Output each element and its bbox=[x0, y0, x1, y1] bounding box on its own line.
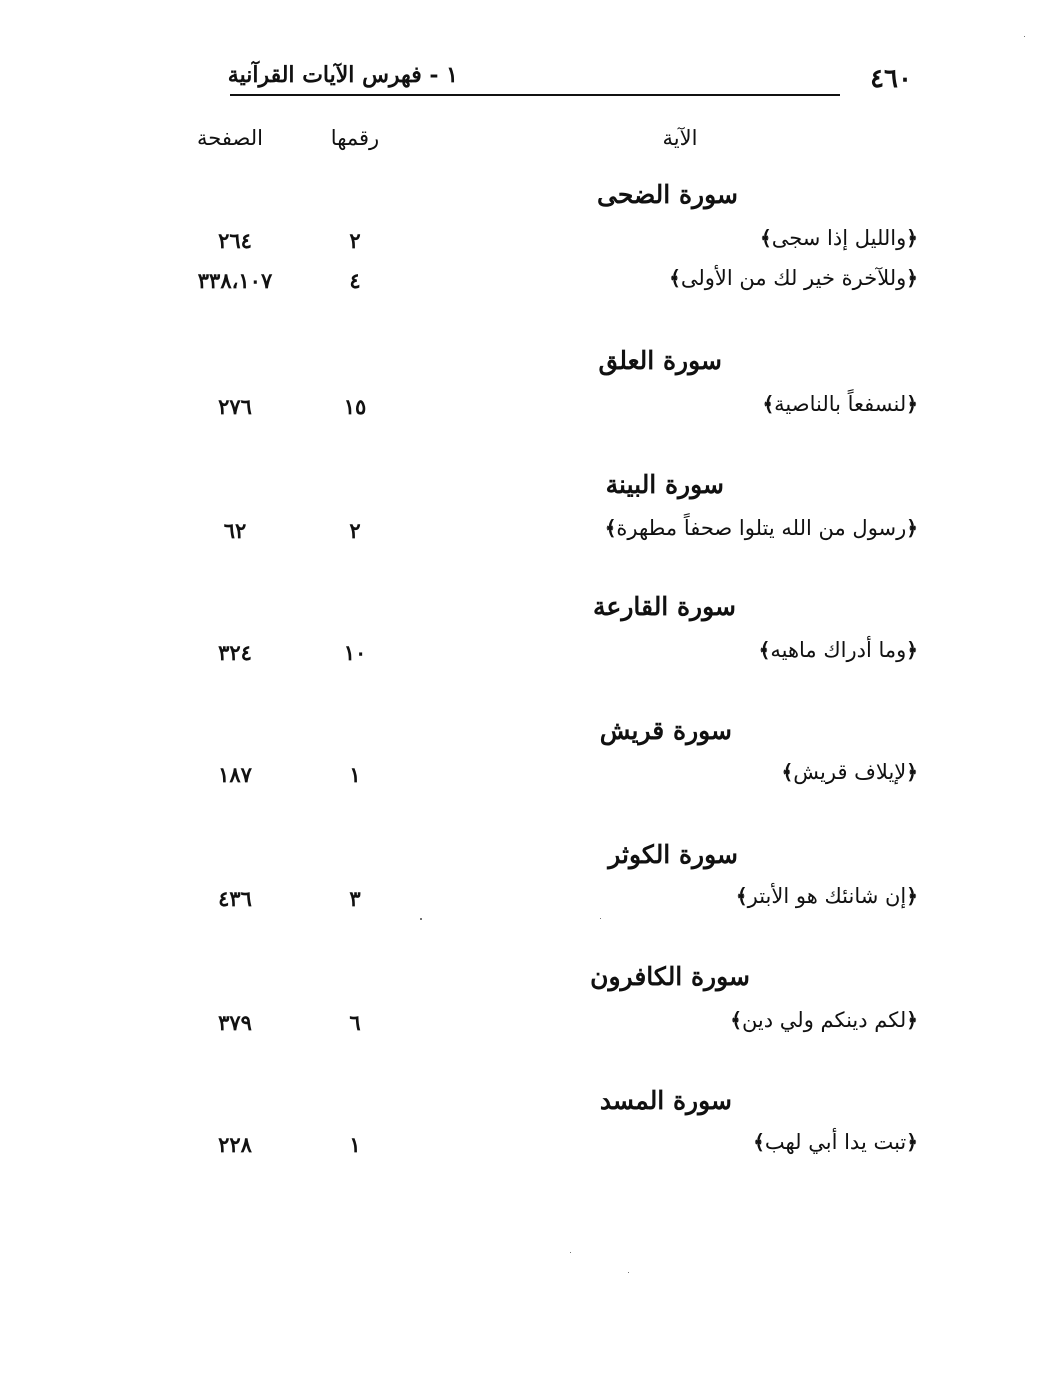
surah-name: سورة الكوثر bbox=[608, 840, 738, 869]
verse-row bbox=[0, 760, 1038, 796]
verse-number: ٦ bbox=[349, 1010, 361, 1035]
verse-words: لكم دينكم ولي دين bbox=[741, 1008, 907, 1032]
close-bracket: ﴾ bbox=[781, 760, 794, 784]
verse-words: تبت يدا أبي لهب bbox=[764, 1130, 907, 1154]
verse-page: ٢٧٦ bbox=[218, 394, 252, 419]
scan-speck bbox=[420, 918, 422, 920]
verse-words: وللآخرة خير لك من الأولى bbox=[680, 266, 907, 290]
open-bracket: ﴿ bbox=[906, 884, 918, 908]
open-bracket: ﴿ bbox=[906, 266, 918, 290]
verse-text bbox=[736, 884, 918, 908]
verse-words: والليل إذا سجى bbox=[771, 226, 907, 250]
running-title: ١ - فهرس الآيات القرآنية bbox=[227, 62, 458, 88]
open-bracket: ﴿ bbox=[906, 760, 918, 784]
verse-number: ١ bbox=[349, 762, 361, 787]
close-bracket: ﴾ bbox=[604, 516, 617, 540]
verse-page: ١٨٧ bbox=[218, 762, 252, 787]
verse-row bbox=[0, 266, 1038, 302]
open-bracket: ﴿ bbox=[906, 1130, 918, 1154]
verse-text bbox=[760, 226, 918, 250]
verse-text bbox=[753, 1130, 918, 1154]
verse-number: ١٠ bbox=[343, 640, 367, 665]
verse-page: ٤٣٦ bbox=[218, 886, 252, 911]
close-bracket: ﴾ bbox=[669, 266, 681, 290]
verse-words: لإيلاف قريش bbox=[793, 760, 907, 784]
surah-name: سورة الكافرون bbox=[590, 962, 750, 991]
page-number: ٤٦٠ bbox=[870, 64, 912, 94]
verse-row bbox=[0, 1130, 1038, 1166]
verse-row bbox=[0, 516, 1038, 552]
verse-number: ٣ bbox=[349, 886, 361, 911]
verse-words: رسول من الله يتلوا صحفاً مطهرة bbox=[616, 516, 907, 540]
surah-name: سورة الضحى bbox=[597, 180, 738, 209]
surah-name: سورة المسد bbox=[599, 1086, 732, 1115]
verse-text bbox=[605, 516, 918, 540]
verse-number: ٢ bbox=[349, 518, 361, 543]
verse-page: ٣٢٤ bbox=[218, 640, 252, 665]
verse-text bbox=[669, 266, 918, 290]
header-rule bbox=[230, 94, 840, 96]
scan-speck bbox=[628, 1272, 629, 1273]
verse-text bbox=[759, 638, 918, 662]
verse-row bbox=[0, 392, 1038, 428]
surah-name: سورة العلق bbox=[598, 346, 722, 375]
open-bracket: ﴿ bbox=[906, 392, 918, 416]
scan-speck bbox=[1024, 36, 1025, 37]
verse-page: ٣٣٨،١٠٧ bbox=[197, 268, 273, 293]
surah-name: سورة القارعة bbox=[593, 592, 736, 621]
verse-text bbox=[730, 1008, 918, 1032]
close-bracket: ﴾ bbox=[759, 226, 772, 250]
open-bracket: ﴿ bbox=[906, 516, 918, 540]
verse-number: ٢ bbox=[349, 228, 361, 253]
verse-row bbox=[0, 1008, 1038, 1044]
open-bracket: ﴿ bbox=[906, 638, 918, 662]
verse-words: لنسفعاً بالناصية bbox=[774, 392, 907, 416]
verse-row bbox=[0, 638, 1038, 674]
verse-text bbox=[782, 760, 918, 784]
close-bracket: ﴾ bbox=[730, 1008, 742, 1032]
open-bracket: ﴿ bbox=[906, 1008, 918, 1032]
close-bracket: ﴾ bbox=[762, 392, 775, 416]
verse-page: ٦٢ bbox=[223, 518, 247, 543]
verse-page: ٣٧٩ bbox=[218, 1010, 252, 1035]
close-bracket: ﴾ bbox=[753, 1130, 765, 1154]
surah-name: سورة قريش bbox=[599, 716, 732, 745]
verse-words: وما أدراك ماهيه bbox=[770, 638, 907, 662]
verse-page: ٢٦٤ bbox=[218, 228, 252, 253]
open-bracket: ﴿ bbox=[906, 226, 918, 250]
verse-number: ١ bbox=[349, 1132, 361, 1157]
close-bracket: ﴾ bbox=[758, 638, 771, 662]
column-header-aya: الآية bbox=[662, 126, 698, 150]
scan-speck bbox=[570, 1252, 571, 1253]
verse-row bbox=[0, 884, 1038, 920]
verse-number: ١٥ bbox=[343, 394, 367, 419]
verse-text bbox=[762, 392, 918, 416]
column-header-number: رقمها bbox=[330, 126, 380, 150]
scan-speck bbox=[600, 918, 601, 919]
close-bracket: ﴾ bbox=[735, 884, 748, 908]
column-header-page: الصفحة bbox=[197, 126, 263, 150]
verse-words: إن شانئك هو الأبتر bbox=[747, 884, 907, 908]
verse-number: ٤ bbox=[349, 268, 361, 293]
surah-name: سورة البينة bbox=[605, 470, 724, 499]
verse-page: ٢٢٨ bbox=[218, 1132, 252, 1157]
verse-row bbox=[0, 226, 1038, 262]
